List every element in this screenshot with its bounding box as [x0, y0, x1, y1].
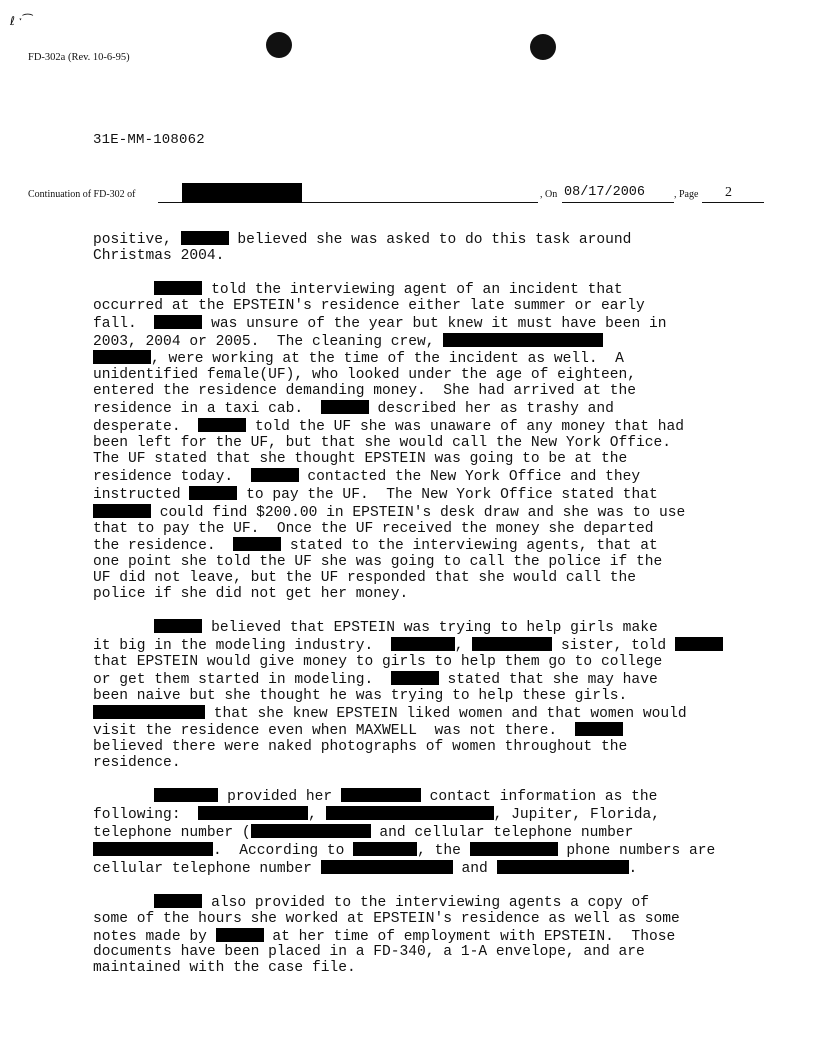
punch-hole-right: [530, 34, 556, 60]
text-line: [93, 619, 753, 637]
redaction: [470, 842, 558, 856]
text-line: [93, 384, 753, 400]
text-line: [93, 824, 753, 842]
text-segment: ,: [308, 807, 326, 824]
text-segment: instructed: [93, 486, 190, 503]
text-line: [93, 912, 753, 928]
redaction: [93, 504, 151, 518]
text-segment: , Jupiter, Florida,: [493, 807, 661, 824]
text-line: [93, 571, 753, 587]
text-segment: contact information as the: [420, 789, 658, 806]
redaction: [321, 860, 453, 874]
text-segment: residence.: [93, 755, 181, 772]
redaction: [181, 231, 229, 245]
text-segment: fall.: [93, 315, 155, 332]
redaction: [497, 860, 629, 874]
continuation-row: [28, 186, 768, 206]
text-segment: it big in the modeling industry.: [93, 637, 391, 654]
text-segment: notes made by: [93, 928, 216, 945]
text-segment: or get them started in modeling.: [93, 671, 391, 688]
redaction: [353, 842, 417, 856]
redaction: [251, 468, 299, 482]
text-line: [93, 418, 753, 436]
text-line: [93, 436, 753, 452]
text-segment: and: [452, 860, 497, 877]
text-line: [93, 537, 753, 555]
text-segment: at her time of employment with EPSTEIN. Those: [263, 928, 676, 945]
text-segment: could find $200.00 in EPSTEIN's desk draw and she was to use: [151, 504, 686, 521]
on-label: , On: [540, 189, 558, 200]
text-line: [93, 655, 753, 671]
text-segment: provided her: [218, 789, 341, 806]
text-segment: following:: [93, 807, 199, 824]
text-line: [93, 522, 753, 538]
report-body: [93, 231, 753, 993]
text-segment: The UF stated that she thought EPSTEIN was going to be at the: [93, 450, 628, 467]
text-segment: visit the residence even when MAXWELL was not there.: [93, 723, 575, 740]
text-segment: documents have been placed in a FD-340, a 1-A envelope, and are: [93, 944, 645, 961]
redaction: [154, 315, 202, 329]
interview-date: 08/17/2006: [564, 185, 646, 200]
text-segment: Christmas 2004.: [93, 247, 225, 264]
text-segment: residence in a taxi cab.: [93, 401, 321, 418]
text-line: [93, 555, 753, 571]
text-line: [93, 689, 753, 705]
text-line: [93, 671, 753, 689]
text-segment: stated that she may have: [438, 671, 658, 688]
redaction: [93, 705, 205, 719]
text-segment: one point she told the UF she was going to call the police if the: [93, 554, 663, 571]
text-segment: believed there were naked photographs of women throughout the: [93, 739, 628, 756]
redaction: [675, 637, 723, 651]
redaction: [233, 537, 281, 551]
text-segment: maintained with the case file.: [93, 960, 356, 977]
redaction: [472, 637, 552, 651]
text-segment: been naive but she thought he was trying to help these girls.: [93, 687, 628, 704]
text-segment: police if she did not get her money.: [93, 586, 409, 603]
text-segment: telephone number (: [93, 825, 251, 841]
page-number: 2: [725, 185, 732, 200]
text-segment: ,: [454, 637, 473, 654]
margin-marks: ℓ ˑ⁀: [10, 14, 33, 28]
text-segment: desperate.: [93, 419, 199, 436]
text-line: [93, 722, 753, 740]
text-segment: that she knew EPSTEIN liked women and that women would: [205, 705, 687, 722]
text-line: [93, 756, 753, 772]
text-segment: some of the hours she worked at EPSTEIN's residence as well as some: [93, 910, 680, 927]
page-line: [702, 202, 764, 203]
date-line: [562, 202, 674, 203]
text-segment: 2003, 2004 or 2005. The cleaning crew,: [93, 333, 444, 350]
text-line: [93, 842, 753, 860]
text-line: [93, 961, 753, 977]
text-line: [93, 315, 753, 333]
text-line: [93, 468, 753, 486]
redaction: [391, 637, 455, 651]
text-line: [93, 587, 753, 603]
redaction: [154, 788, 218, 802]
redaction: [341, 788, 421, 802]
text-segment: [93, 620, 154, 636]
text-segment: [93, 789, 154, 805]
paragraph: [93, 281, 753, 603]
text-line: [93, 945, 753, 961]
text-line: [93, 705, 753, 723]
text-line: [93, 486, 753, 504]
text-line: [93, 249, 753, 265]
redaction: [198, 418, 246, 432]
paragraph: [93, 894, 753, 978]
redaction: [154, 619, 202, 633]
text-segment: occurred at the EPSTEIN's residence either late summer or early: [93, 297, 645, 314]
redaction: [326, 806, 494, 820]
text-segment: believed she was asked to do this task around: [228, 232, 632, 248]
redaction: [93, 350, 151, 364]
text-line: [93, 333, 753, 351]
text-segment: , the: [417, 842, 470, 859]
redaction: [182, 183, 302, 203]
text-line: [93, 350, 753, 368]
text-segment: [93, 282, 154, 298]
form-id: FD-302a (Rev. 10-6-95): [28, 52, 130, 63]
text-line: [93, 788, 753, 806]
redaction: [321, 400, 369, 414]
punch-hole-left: [266, 32, 292, 58]
text-line: [93, 400, 753, 418]
text-segment: told the interviewing agent of an incident that: [202, 281, 623, 298]
redaction: [575, 722, 623, 736]
redaction: [251, 824, 371, 838]
redaction: [198, 806, 308, 820]
paragraph: [93, 788, 753, 878]
redaction: [216, 928, 264, 942]
text-segment: . According to: [213, 842, 354, 859]
text-segment: residence today.: [93, 468, 251, 485]
text-segment: UF did not leave, but the UF responded that she would call the: [93, 570, 636, 587]
text-segment: stated to the interviewing agents, that at: [281, 538, 658, 555]
text-line: [93, 231, 753, 249]
text-segment: described her as trashy and: [368, 401, 614, 418]
text-segment: and cellular telephone number: [370, 825, 634, 841]
text-line: [93, 299, 753, 315]
redaction: [93, 842, 213, 856]
text-segment: been left for the UF, but that she would call the New York Office.: [93, 434, 672, 451]
text-segment: [93, 895, 154, 911]
text-line: [93, 860, 753, 878]
redaction: [391, 671, 439, 685]
text-segment: contacted the New York Office and they: [298, 468, 641, 485]
text-line: [93, 504, 753, 522]
redaction: [154, 894, 202, 908]
text-line: [93, 928, 753, 946]
text-line: [93, 740, 753, 756]
text-segment: also provided to the interviewing agents a copy of: [202, 894, 649, 911]
text-segment: .: [628, 860, 638, 877]
continuation-label: Continuation of FD-302 of: [28, 189, 136, 200]
text-segment: that to pay the UF. Once the UF received the money she departed: [93, 520, 654, 537]
text-line: [93, 452, 753, 468]
text-line: [93, 637, 753, 655]
text-segment: that EPSTEIN would give money to girls to help them go to college: [93, 653, 663, 670]
file-number: 31E-MM-108062: [93, 132, 205, 148]
redaction: [154, 281, 202, 295]
page-label: , Page: [674, 189, 699, 200]
text-segment: was unsure of the year but knew it must have been in: [202, 315, 667, 332]
redaction: [443, 333, 603, 347]
text-segment: sister, told: [552, 637, 675, 654]
text-segment: positive,: [93, 232, 181, 248]
text-line: [93, 281, 753, 299]
text-segment: phone numbers are: [557, 842, 716, 859]
text-segment: told the UF she was unaware of any money that had: [246, 419, 684, 436]
text-segment: entered the residence demanding money. She had arrived at the: [93, 383, 636, 400]
text-line: [93, 806, 753, 824]
text-segment: unidentified female(UF), who looked under the age of eighteen,: [93, 367, 636, 384]
text-segment: to pay the UF. The New York Office stated that: [237, 486, 658, 503]
redaction: [189, 486, 237, 500]
text-segment: the residence.: [93, 538, 234, 555]
text-segment: , were working at the time of the incident as well. A: [151, 351, 624, 368]
text-line: [93, 368, 753, 384]
text-line: [93, 894, 753, 912]
text-segment: believed that EPSTEIN was trying to help girls make: [202, 620, 658, 637]
paragraph: [93, 231, 753, 265]
paragraph: [93, 619, 753, 772]
text-segment: cellular telephone number: [93, 860, 321, 877]
